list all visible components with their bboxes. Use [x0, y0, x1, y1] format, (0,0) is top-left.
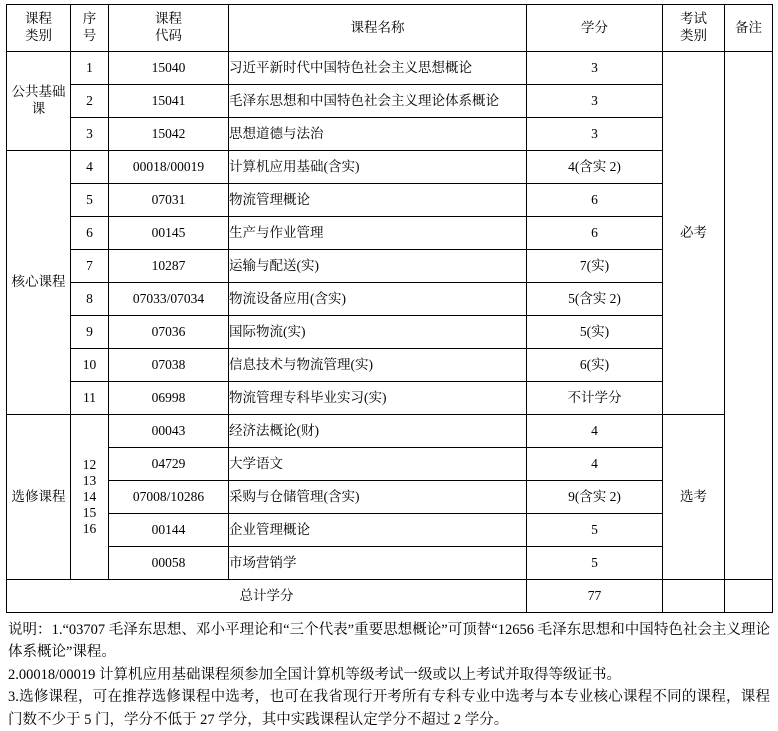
- row-name: 企业管理概论: [229, 514, 527, 547]
- table-row: [7, 217, 773, 250]
- row-name: 物流管理概论: [229, 184, 527, 217]
- header-credit: 学分: [527, 5, 663, 52]
- category-public-label: 公共基础课: [11, 84, 66, 116]
- row-credit: 5(含实 2): [527, 283, 663, 316]
- row-no: 10: [71, 349, 109, 382]
- total-exam-cell: [663, 580, 725, 613]
- row-no: 13: [82, 473, 97, 489]
- row-code: 04729: [109, 448, 229, 481]
- notes-section: [8, 619, 770, 731]
- table-row: [7, 52, 773, 85]
- elective-number-stack: [71, 415, 109, 580]
- table-row: [7, 118, 773, 151]
- row-credit: 不计学分: [527, 382, 663, 415]
- header-no-line2: 号: [82, 28, 97, 43]
- row-credit: 3: [527, 85, 663, 118]
- table-row: [7, 514, 773, 547]
- note-line-3: 3.选修课程，可在推荐选修课程中选考，也可在我省现行开考所有专科专业中选考与本专业核心课程不同的课程，课程门数不少于 5 门，学分不低于 27 学分，其中实践课程认定学分不超过 2 学分。: [8, 689, 770, 728]
- header-code-line2: 代码: [155, 28, 182, 43]
- row-credit: 4(含实 2): [527, 151, 663, 184]
- row-code: 07031: [109, 184, 229, 217]
- header-exam-line2: 类别: [680, 28, 707, 43]
- header-no: [71, 5, 109, 52]
- row-no: 14: [82, 489, 97, 505]
- category-core: [7, 151, 71, 415]
- row-code: 00043: [109, 415, 229, 448]
- note-line-1: 说明：1.“03707 毛泽东思想、邓小平理论和“三个代表”重要思想概论”可顶替“12656 毛泽东思想和中国特色社会主义理论体系概论”课程。: [8, 622, 770, 661]
- row-no: 2: [71, 85, 109, 118]
- header-code-line1: 课程: [155, 11, 182, 27]
- row-name: 计算机应用基础(含实): [229, 151, 527, 184]
- row-no: 8: [71, 283, 109, 316]
- row-code: 15041: [109, 85, 229, 118]
- row-name: 毛泽东思想和中国特色社会主义理论体系概论: [229, 85, 527, 118]
- row-code: 07038: [109, 349, 229, 382]
- table-row: [7, 349, 773, 382]
- table-row: [7, 250, 773, 283]
- row-credit: 7(实): [527, 250, 663, 283]
- row-no: 1: [71, 52, 109, 85]
- row-name: 市场营销学: [229, 547, 527, 580]
- row-credit: 3: [527, 52, 663, 85]
- header-code: [109, 5, 229, 52]
- course-plan-table: [6, 4, 773, 613]
- row-name: 思想道德与法治: [229, 118, 527, 151]
- row-code: 00018/00019: [109, 151, 229, 184]
- row-credit: 5: [527, 547, 663, 580]
- row-no: 15: [82, 504, 97, 520]
- table-header-row: [7, 5, 773, 52]
- row-name: 习近平新时代中国特色社会主义思想概论: [229, 52, 527, 85]
- row-code: 07036: [109, 316, 229, 349]
- category-core-label: 核心课程: [11, 274, 66, 290]
- row-credit: 6(实): [527, 349, 663, 382]
- table-row: [7, 547, 773, 580]
- header-no-line1: 序: [82, 11, 97, 27]
- row-name: 信息技术与物流管理(实): [229, 349, 527, 382]
- header-category: [7, 5, 71, 52]
- row-credit: 5(实): [527, 316, 663, 349]
- row-credit: 6: [527, 184, 663, 217]
- remark-cell: [725, 52, 773, 580]
- row-name: 大学语文: [229, 448, 527, 481]
- table-row: [7, 151, 773, 184]
- row-name: 运输与配送(实): [229, 250, 527, 283]
- table-row: [7, 184, 773, 217]
- header-course-name: 课程名称: [229, 5, 527, 52]
- row-credit: 4: [527, 448, 663, 481]
- row-credit: 3: [527, 118, 663, 151]
- row-no: 6: [71, 217, 109, 250]
- row-code: 07008/10286: [109, 481, 229, 514]
- table-row: [7, 415, 773, 448]
- table-row: [7, 283, 773, 316]
- header-exam-type: [663, 5, 725, 52]
- table-row: [7, 448, 773, 481]
- exam-type-required: 必考: [663, 52, 725, 415]
- header-exam-line1: 考试: [680, 11, 707, 27]
- note-line-2: 2.00018/00019 计算机应用基础课程须参加全国计算机等级考试一级或以上考试并取得等级证书。: [8, 666, 622, 683]
- row-no: 5: [71, 184, 109, 217]
- total-row: [7, 580, 773, 613]
- row-code: 00145: [109, 217, 229, 250]
- exam-type-elective: 选考: [663, 415, 725, 580]
- row-credit: 6: [527, 217, 663, 250]
- row-credit: 4: [527, 415, 663, 448]
- row-code: 15042: [109, 118, 229, 151]
- row-name: 生产与作业管理: [229, 217, 527, 250]
- row-code: 06998: [109, 382, 229, 415]
- header-category-line1: 课程: [25, 11, 52, 27]
- category-public: [7, 52, 71, 151]
- row-name: 物流设备应用(含实): [229, 283, 527, 316]
- row-name: 物流管理专科毕业实习(实): [229, 382, 527, 415]
- row-no: 7: [71, 250, 109, 283]
- row-no: 3: [71, 118, 109, 151]
- row-no: 12: [82, 457, 97, 473]
- row-code: 00058: [109, 547, 229, 580]
- header-category-line2: 类别: [25, 28, 52, 43]
- row-name: 采购与仓储管理(含实): [229, 481, 527, 514]
- row-no: 4: [71, 151, 109, 184]
- category-elective: [7, 415, 71, 580]
- row-code: 07033/07034: [109, 283, 229, 316]
- table-row: [7, 85, 773, 118]
- total-credits: 77: [527, 580, 663, 613]
- row-name: 国际物流(实): [229, 316, 527, 349]
- category-elective-label: 选修课程: [11, 488, 66, 504]
- row-no: 11: [71, 382, 109, 415]
- table-row: [7, 316, 773, 349]
- total-remark-cell: [725, 580, 773, 613]
- header-remark: 备注: [725, 5, 773, 52]
- table-row: [7, 481, 773, 514]
- row-code: 15040: [109, 52, 229, 85]
- total-label: 总计学分: [7, 580, 527, 613]
- row-code: 10287: [109, 250, 229, 283]
- row-no: 9: [71, 316, 109, 349]
- row-credit: 9(含实 2): [527, 481, 663, 514]
- row-code: 00144: [109, 514, 229, 547]
- row-credit: 5: [527, 514, 663, 547]
- table-row: [7, 382, 773, 415]
- row-name: 经济法概论(财): [229, 415, 527, 448]
- row-no: 16: [82, 520, 97, 536]
